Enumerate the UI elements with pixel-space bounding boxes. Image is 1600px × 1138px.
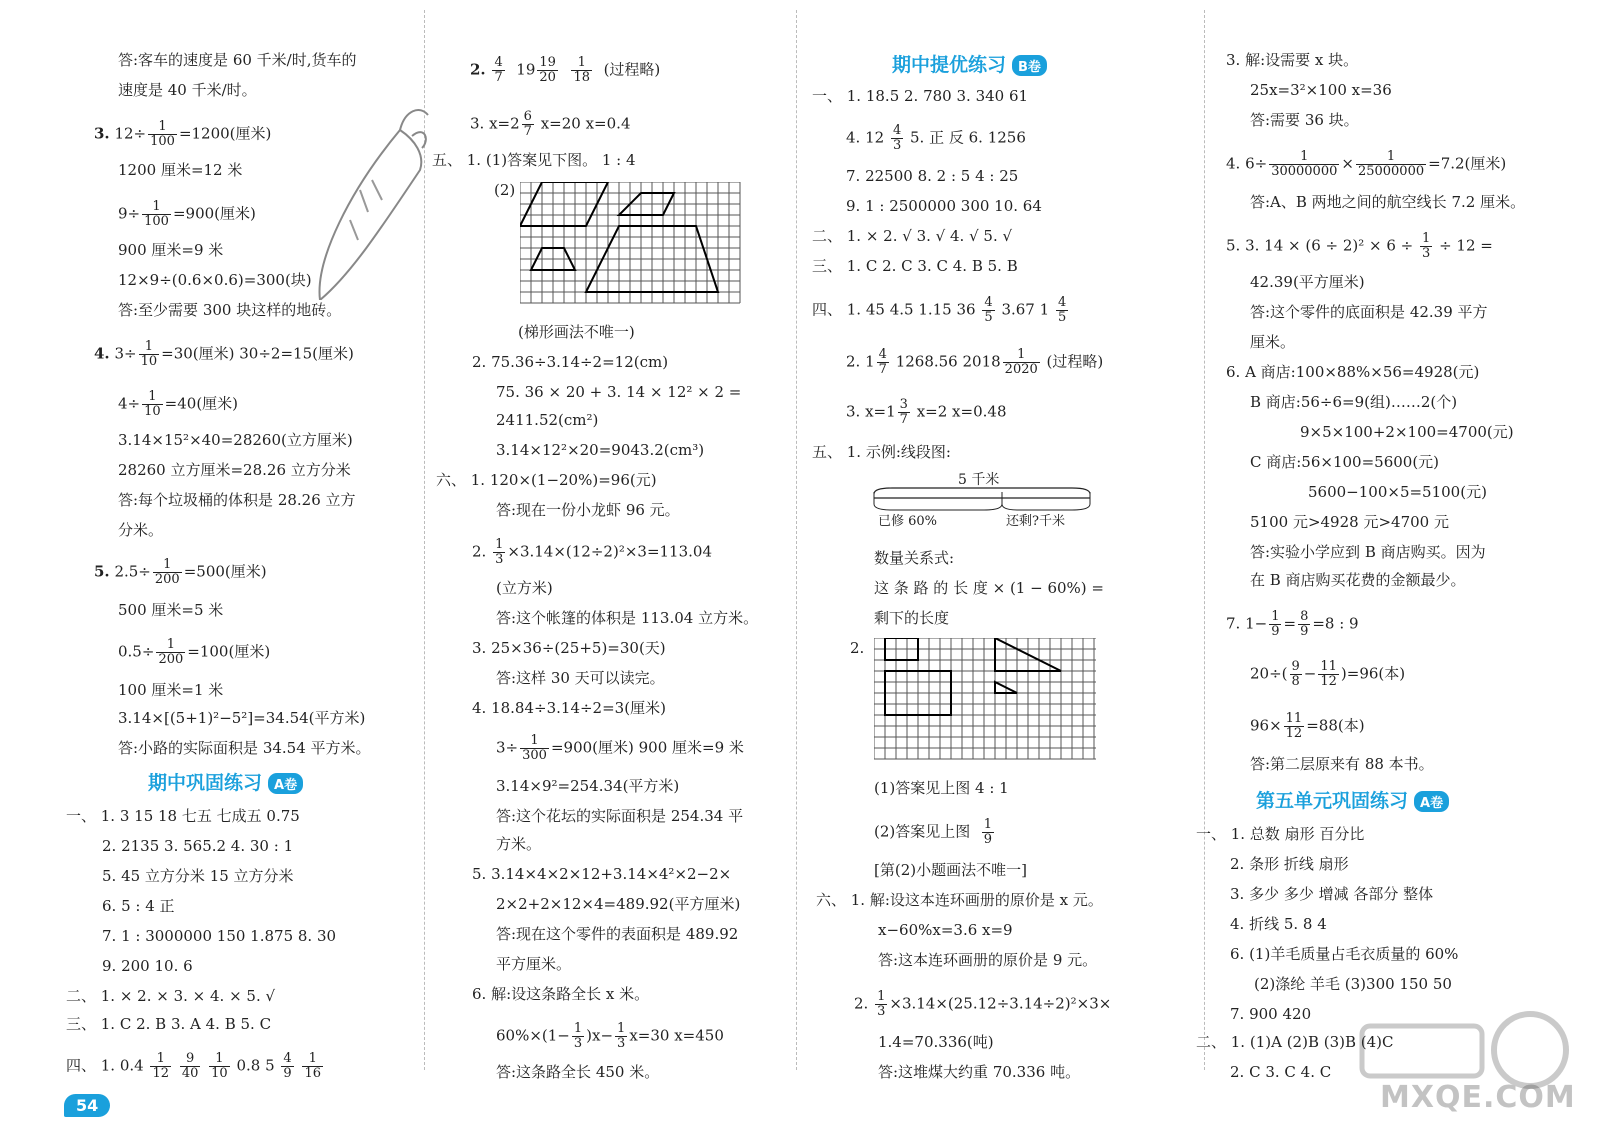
segment-label-total: 5 千米 [958, 472, 1000, 488]
answer-line: (2)答案见上图 $\frac{1}{9}$ [874, 817, 993, 847]
fraction: $\frac{4}{3}$ [892, 123, 902, 153]
fraction: $\frac{1}{30000000}$ [1271, 149, 1338, 179]
answer-line: 3. 25×36÷(25+5)=30(天) [472, 639, 666, 657]
fraction: $\frac{1}{200}$ [158, 637, 184, 667]
answer-line: 二、 1. × 2. √ 3. √ 4. √ 5. √ [812, 227, 1013, 245]
q3-line: 12×9÷(0.6×0.6)=300(块) [118, 271, 312, 289]
answer-line: 7. 1− $\frac{1}{9}$ = $\frac{8}{9}$ =8 : 9 [1226, 609, 1359, 639]
answer-line: 5. 3. 14 × (6 ÷ 2)² × 6 ÷ $\frac{1}{3}$ ÷ 12 = [1226, 231, 1493, 261]
fraction: $\frac{9}{40}$ [181, 1051, 199, 1081]
answer-line: 方米。 [496, 835, 542, 853]
answer-line: 4. 折线 5. 8 4 [1230, 915, 1327, 933]
answer-line: 2411.52(cm²) [496, 411, 599, 429]
answer-line: 1.4=70.336(吨) [878, 1033, 994, 1051]
answer-line: 75. 36 × 20 + 3. 14 × 12² × 2 = [496, 383, 742, 401]
answer-line: 2. $\frac{1}{3}$ ×3.14×(25.12÷3.14÷2)²×3× [854, 989, 1112, 1019]
answer-line: 5. 3.14×4×2×12+3.14×4²×2−2× [472, 865, 732, 883]
answer-line: 答:现在一份小龙虾 96 元。 [496, 501, 680, 519]
answer-line: 5600−100×5=5100(元) [1308, 483, 1487, 501]
fraction: $\frac{1}{10}$ [144, 389, 161, 419]
fraction: $\frac{1}{12}$ [152, 1051, 170, 1081]
answer-line: 6. 5 : 4 正 [102, 897, 175, 915]
answer-line: x−60%x=3.6 x=9 [878, 921, 1013, 939]
answer-line: 在 B 商店购买花费的金额最少。 [1250, 571, 1466, 589]
fraction: $\frac{1}{3}$ [1422, 231, 1431, 261]
q3-line: 3. 12÷ $\frac{1}{100}$ =1200(厘米) [94, 119, 272, 149]
answer-line: 一、 1. 3 15 18 七五 七成五 0.75 [66, 807, 300, 825]
answer-line: 4. 18.84÷3.14÷2=3(厘米) [472, 699, 666, 717]
answer-line: 2×2+2×12×4=489.92(平方厘米) [496, 895, 741, 913]
answer-line: 3. x=1 $\frac{3}{7}$ x=2 x=0.48 [846, 397, 1007, 427]
fraction: $\frac{11}{12}$ [1285, 711, 1303, 741]
answer-line: 3. x=2 $\frac{6}{7}$ x=20 x=0.4 [470, 109, 631, 139]
q3-line: 9÷ $\frac{1}{100}$ =900(厘米) [118, 199, 256, 229]
answer-line: (1)答案见上图 4 : 1 [874, 779, 1009, 797]
fraction: $\frac{11}{12}$ [1320, 659, 1337, 689]
answer-line: 3. 解:设需要 x 块。 [1226, 51, 1359, 69]
answer-line: 答:客车的速度是 60 千米/时,货车的 [118, 51, 357, 69]
section-title-midterm-b: 期中提优练习 B卷 [892, 50, 1047, 77]
fraction: $\frac{4}{9}$ [283, 1051, 292, 1081]
answer-line: 9. 200 10. 6 [102, 957, 193, 975]
answer-line: 答:第二层原来有 88 本书。 [1250, 755, 1434, 773]
fraction: $\frac{4}{5}$ [1057, 295, 1067, 325]
q5-line: 500 厘米=5 米 [118, 601, 224, 619]
answer-line: 3.14×12²×20=9043.2(cm³) [496, 441, 705, 459]
answer-line: 答:这个花坛的实际面积是 254.34 平 [496, 807, 744, 825]
q4-line: 分米。 [118, 521, 164, 539]
segment-label-remain: 还剩?千米 [1006, 514, 1065, 529]
badge-b: B卷 [1012, 55, 1047, 76]
answer-line: 2. 1 $\frac{4}{7}$ 1268.56 2018 $\frac{1}{2020}$ (过程略) [846, 347, 1104, 377]
answer-line: 四、 1. 0.4 $\frac{1}{12}$ $\frac{9}{40}$ $\frac{1}{10}$ 0.8 5 $\frac{4}{9}$ $\frac{1}{16}$ [66, 1051, 322, 1081]
column-divider [1204, 10, 1205, 1070]
answer-line: 4. 12 $\frac{4}{3}$ 5. 正 反 6. 1256 [846, 123, 1026, 153]
answer-line: 答:需要 36 块。 [1250, 111, 1359, 129]
answer-line: 数量关系式: [874, 549, 955, 567]
fraction: $\frac{1}{3}$ [877, 989, 886, 1019]
answer-line: C 商店:56×100=5600(元) [1250, 453, 1440, 471]
fraction: $\frac{1}{3}$ [495, 537, 504, 567]
answer-line: 2. 条形 折线 扇形 [1230, 855, 1349, 873]
q5-line: 5. 2.5÷ $\frac{1}{200}$ =500(厘米) [94, 557, 267, 587]
answer-line: 一、 1. 18.5 2. 780 3. 340 61 [812, 87, 1029, 105]
answer-line: 二、 1. (1)A (2)B (3)B (4)C [1196, 1033, 1394, 1051]
answer-line: 厘米。 [1250, 333, 1296, 351]
answer-line: 60%×(1− $\frac{1}{3}$ )x− $\frac{1}{3}$ x=30 x=450 [496, 1021, 724, 1051]
answer-line: 答:这堆煤大约重 70.336 吨。 [878, 1063, 1081, 1081]
answer-line: 这 条 路 的 长 度 × (1 − 60%) = [874, 579, 1104, 597]
fraction: $\frac{1}{3}$ [573, 1021, 583, 1051]
answer-line: (2)涤纶 羊毛 (3)300 150 50 [1254, 975, 1452, 993]
q4-line: 答:每个垃圾桶的体积是 28.26 立方 [118, 491, 356, 509]
fraction: $\frac{1}{3}$ [617, 1021, 626, 1051]
answer-line: (梯形画法不唯一) [518, 323, 635, 341]
q4-line: 4. 3÷ $\frac{1}{10}$ =30(厘米) 30÷2=15(厘米) [94, 339, 354, 369]
answer-line: B 商店:56÷6=9(组)……2(个) [1250, 393, 1458, 411]
answer-line: 5100 元>4928 元>4700 元 [1250, 513, 1449, 531]
answer-line: 答:现在这个零件的表面积是 489.92 [496, 925, 739, 943]
answer-line: 3÷ $\frac{1}{300}$ =900(厘米) 900 厘米=9 米 [496, 733, 744, 763]
column-4 [1196, 0, 1600, 1138]
answer-line: 6. (1)羊毛质量占毛衣质量的 60% [1230, 945, 1459, 963]
fraction: $\frac{1}{9}$ [983, 817, 993, 847]
answer-line: 五、 1. (1)答案见下图。 1 : 4 [432, 151, 636, 169]
answer-line: 2. 75.36÷3.14÷2=12(cm) [472, 353, 669, 371]
answer-line: 答:这条路全长 450 米。 [496, 1063, 660, 1081]
answer-line: 答:这样 30 天可以读完。 [496, 669, 665, 687]
fraction: $\frac{1}{100}$ [144, 199, 169, 229]
q3-line: 答:至少需要 300 块这样的地砖。 [118, 301, 342, 319]
fraction: $\frac{1}{2020}$ [1004, 347, 1038, 377]
fraction: $\frac{1}{300}$ [522, 733, 547, 763]
fraction: $\frac{6}{7}$ [523, 109, 532, 139]
answer-line: 答:实验小学应到 B 商店购买。因为 [1250, 543, 1486, 561]
section-title-midterm-a: 期中巩固练习 A卷 [148, 768, 303, 795]
section-title-unit5-a: 第五单元巩固练习 A卷 [1256, 786, 1449, 813]
answer-line: 6. A 商店:100×88%×56=4928(元) [1226, 363, 1480, 381]
answer-line: 答:这个零件的底面积是 42.39 平方 [1250, 303, 1488, 321]
column-1 [0, 0, 420, 1138]
q3-line: 1200 厘米=12 米 [118, 161, 243, 179]
fraction: $\frac{3}{7}$ [899, 397, 908, 427]
fraction: $\frac{4}{7}$ [494, 55, 503, 85]
answer-line: 二、 1. × 2. × 3. × 4. × 5. √ [66, 987, 276, 1005]
answer-line: 答:A、B 两地之间的航空线长 7.2 厘米。 [1250, 193, 1526, 211]
answer-line: 9. 1 : 2500000 300 10. 64 [846, 197, 1042, 215]
segment-diagram [872, 486, 1092, 514]
answer-line: 答:这个帐篷的体积是 113.04 立方米。 [496, 609, 759, 627]
fraction: $\frac{8}{9}$ [1300, 609, 1309, 639]
fraction: $\frac{1}{100}$ [150, 119, 175, 149]
answer-line: 五、 1. 示例:线段图: [812, 443, 951, 461]
q5-line: 3.14×[(5+1)²−5²]=34.54(平方米) [118, 709, 366, 727]
answer-line: 2. C 3. C 4. C [1230, 1063, 1332, 1081]
answer-line: 20÷( $\frac{9}{8}$ − $\frac{11}{12}$ )=96(本) [1250, 659, 1406, 689]
q4-line: 28260 立方厘米=28.26 立方分米 [118, 461, 351, 479]
answer-line: 三、 1. C 2. B 3. A 4. B 5. C [66, 1015, 272, 1033]
fraction: $\frac{19}{20}$ [539, 55, 556, 85]
page-number: 54 [64, 1094, 110, 1117]
fraction: $\frac{4}{7}$ [878, 347, 887, 377]
q4-line: 4÷ $\frac{1}{10}$ =40(厘米) [118, 389, 239, 419]
answer-line: 速度是 40 千米/时。 [118, 81, 257, 99]
answer-line: 平方厘米。 [496, 955, 572, 973]
q5-line: 0.5÷ $\frac{1}{200}$ =100(厘米) [118, 637, 271, 667]
answer-line: 2. $\frac{1}{3}$ ×3.14×(12÷2)²×3=113.04 [472, 537, 712, 567]
answer-line: 7. 22500 8. 2 : 5 4 : 25 [846, 167, 1019, 185]
badge-a: A卷 [1414, 791, 1449, 812]
fraction: $\frac{1}{18}$ [573, 55, 591, 85]
grid-figure-trapezoids [520, 182, 742, 310]
answer-line: (2) [494, 181, 516, 199]
fraction: $\frac{1}{10}$ [211, 1051, 228, 1081]
fraction: $\frac{4}{5}$ [984, 295, 993, 325]
grid-figure-shapes [874, 638, 1098, 764]
column-3 [808, 0, 1200, 1138]
answer-line: 3. 多少 多少 增减 各部分 整体 [1230, 885, 1434, 903]
answer-line: 5. 45 立方分米 15 立方分米 [102, 867, 294, 885]
fraction: $\frac{1}{200}$ [154, 557, 180, 587]
answer-line: 25x=3²×100 x=36 [1250, 81, 1392, 99]
answer-line: 42.39(平方厘米) [1250, 273, 1365, 291]
answer-line: (立方米) [496, 579, 553, 597]
answer-line: 剩下的长度 [874, 609, 950, 627]
fraction: $\frac{1}{10}$ [140, 339, 158, 369]
answer-line: 6. 解:设这条路全长 x 米。 [472, 985, 650, 1003]
answer-line: 六、 1. 120×(1−20%)=96(元) [436, 471, 657, 489]
answer-line: 2. $\frac{4}{7}$ 19 $\frac{19}{20}$ $\frac{1}{18}$ (过程略) [470, 55, 661, 85]
answer-line: 2. [850, 639, 865, 657]
answer-line: 答:这本连环画册的原价是 9 元。 [878, 951, 1098, 969]
q5-line: 100 厘米=1 米 [118, 681, 224, 699]
answer-line: 2. 2135 3. 565.2 4. 30 : 1 [102, 837, 294, 855]
answer-line: 7. 900 420 [1230, 1005, 1312, 1023]
fraction: $\frac{1}{9}$ [1271, 609, 1280, 639]
badge-a: A卷 [268, 773, 303, 794]
answer-line: 六、 1. 解:设这本连环画册的原价是 x 元。 [816, 891, 1103, 909]
answer-line: 7. 1 : 3000000 150 1.875 8. 30 [102, 927, 337, 945]
answer-line: [第(2)小题画法不唯一] [874, 861, 1027, 879]
answer-line: 9×5×100+2×100=4700(元) [1300, 423, 1514, 441]
fraction: $\frac{1}{16}$ [304, 1051, 322, 1081]
answer-line: 四、 1. 45 4.5 1.15 36 $\frac{4}{5}$ 3.67 1 $\frac{4}{5}$ [812, 295, 1067, 325]
q3-line: 900 厘米=9 米 [118, 241, 224, 259]
answer-line: 4. 6÷ $\frac{1}{30000000}$ × $\frac{1}{25000000}$ =7.2(厘米) [1226, 149, 1507, 179]
column-2 [428, 0, 800, 1138]
answer-line: 96× $\frac{11}{12}$ =88(本) [1250, 711, 1365, 741]
segment-label-done: 已修 60% [878, 514, 938, 529]
q4-line: 3.14×15²×40=28260(立方厘米) [118, 431, 353, 449]
answer-line: 3.14×9²=254.34(平方米) [496, 777, 680, 795]
fraction: $\frac{1}{25000000}$ [1357, 149, 1425, 179]
answer-line: 一、 1. 总数 扇形 百分比 [1196, 825, 1365, 843]
watermark-text: MXQE.COM [1380, 1080, 1576, 1115]
fraction: $\frac{9}{8}$ [1291, 659, 1300, 689]
q5-line: 答:小路的实际面积是 34.54 平方米。 [118, 739, 371, 757]
answer-line: 三、 1. C 2. C 3. C 4. B 5. B [812, 257, 1018, 275]
